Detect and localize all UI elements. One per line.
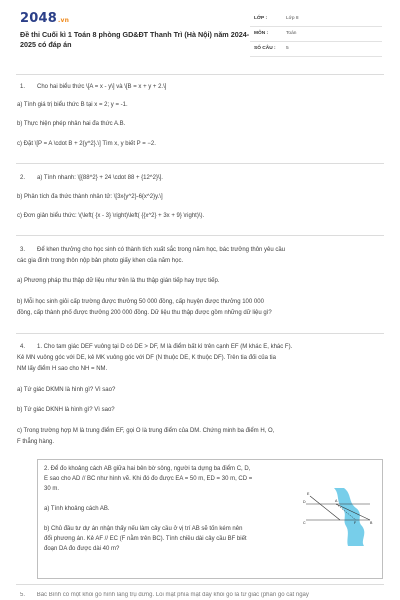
box-text-line-2: E sao cho AD // BC như hình vẽ. Khi đó đo được EA = 50 m, ED = 30 m, CD = — [44, 476, 253, 482]
question-4c-line-1: c) Trong trường hợp M là trung điểm EF, gọi O là trung điểm của DM. Chứng minh ba điểm H, O, — [17, 428, 275, 434]
question-1b: b) Thực hiện phép nhân hai đa thức A.B. — [17, 121, 126, 127]
question-text-line-2: Kẻ MN vuông góc với DE, kẻ MK vuông góc với DF (N thuộc DE, K thuộc DF). Trên tia đối của tia — [17, 355, 276, 361]
box-question-a: a) Tính khoảng cách AB. — [44, 506, 110, 512]
logo-suffix: .vn — [57, 17, 70, 24]
question-number: 2. — [20, 175, 26, 181]
site-logo[interactable] — [20, 11, 69, 26]
meta-table — [250, 15, 382, 60]
point-label-f: F — [354, 521, 357, 525]
question-3a: a) Phương pháp thu thập dữ liệu như trên là thu thập gián tiếp hay trực tiếp. — [17, 278, 220, 284]
question-1a: a) Tính giá trị biểu thức B tại x = 2; y = -1. — [17, 102, 128, 108]
question-number: 4. — [20, 344, 26, 350]
divider — [16, 333, 384, 334]
question-2c: c) Đơn giản biểu thức: \(\left( {x - 3} \right)\left( {{x^2} + 3x + 9} \right)\). — [17, 213, 205, 219]
meta-value: 5 — [286, 46, 289, 51]
question-text-line-2: các gia đình trong thôn nộp bản photo giấy khen của năm học. — [17, 258, 184, 264]
question-text-line-1: 1. Cho tam giác DEF vuông tại D có DE > DF, M là điểm bất kì trên cạnh EF (M khác E, khác F). — [37, 344, 293, 350]
point-label-e: E — [307, 492, 310, 496]
question-1c: c) Đặt \[P = A \cdot B + 2{y^2}.\] Tìm x, y biết P = −2. — [17, 141, 156, 147]
meta-row-subject — [250, 30, 382, 42]
question-4c-line-2: F thẳng hàng. — [17, 439, 55, 445]
question-number: 1. — [20, 84, 26, 90]
river-shape — [334, 488, 364, 546]
box-text-line-3: 30 m. — [44, 486, 60, 492]
page-title: Đề thi Cuối kì 1 Toán 8 phòng GD&ĐT Thanh Trì (Hà Nội) năm 2024-2025 có đáp án — [20, 30, 250, 49]
question-3b-line-1: b) Mỗi học sinh giỏi cấp trường được thưởng 50 000 đồng, cấp huyện được thưởng 100 000 — [17, 299, 264, 305]
sub-question-box — [37, 459, 383, 579]
meta-key: MÔN : — [254, 31, 269, 36]
river-figure — [300, 486, 380, 548]
question-text-line-3: NM lấy điểm H sao cho NH = NM. — [17, 366, 108, 372]
point-label-b: B — [370, 521, 373, 525]
question-number: 5. — [20, 592, 26, 598]
box-question-b-line-1: b) Chủ đầu tư dự án nhận thấy nếu làm cây cầu ở vị trí AB sẽ tốn kém nên — [44, 526, 243, 532]
question-4a: a) Tứ giác DKMN là hình gì? Vì sao? — [17, 387, 116, 393]
question-text-line-1: Để khen thưởng cho học sinh có thành tích xuất sắc trong năm học, bác trưởng thôn yêu cầu — [37, 247, 286, 253]
header — [0, 0, 400, 64]
box-text-line-1: 2. Để đo khoảng cách AB giữa hai bên bờ sông, người ta dựng ba điểm C, D, — [44, 466, 251, 472]
meta-value: Toán — [286, 31, 297, 36]
meta-row-class — [250, 15, 382, 27]
divider — [16, 584, 384, 585]
meta-key: LỚP : — [254, 16, 268, 21]
question-number: 3. — [20, 247, 26, 253]
divider — [16, 74, 384, 75]
question-5-partial — [20, 592, 382, 598]
question-3b-line-2: đồng, cấp thành phố được thưởng 200 000 đồng. Dữ liệu thu thập được gồm những dữ liệu gì? — [17, 310, 272, 316]
divider — [16, 163, 384, 164]
question-text: Cho hai biểu thức \[A = x - y\] và \[B = x + y + 2.\] — [37, 84, 167, 90]
point-label-d: D — [303, 500, 306, 504]
point-label-a: A — [335, 499, 338, 503]
question-text: a) Tính nhanh: \[{88^2} + 24 \cdot 88 + {12^2}\]. — [37, 175, 163, 181]
question-2b: b) Phân tích đa thức thành nhân tử: \[3x{y^2}-6{x^2}y.\] — [17, 194, 163, 200]
meta-value: Lớp 8 — [286, 16, 299, 21]
divider — [16, 235, 384, 236]
meta-key: SỐ CÂU : — [254, 46, 276, 51]
logo-text: 2048 — [20, 11, 57, 26]
question-4b: b) Tứ giác DKNH là hình gì? Vì sao? — [17, 407, 115, 413]
box-question-b-line-3: đoạn DA đo được dài 40 m? — [44, 546, 120, 552]
question-text: Bác Bình có một khối gỗ hình lăng trụ đứng. Lồi mặt phía mặt đáy khối gỗ là tứ giác (phần gỗ cắt ngay — [36, 592, 309, 598]
meta-row-count — [250, 45, 382, 57]
box-question-b-line-2: đổi phương án. Kẻ AF // EC (F nằm trên BC). Tính chiều dài cây cầu BF biết — [44, 536, 247, 542]
point-label-c: C — [303, 521, 306, 525]
